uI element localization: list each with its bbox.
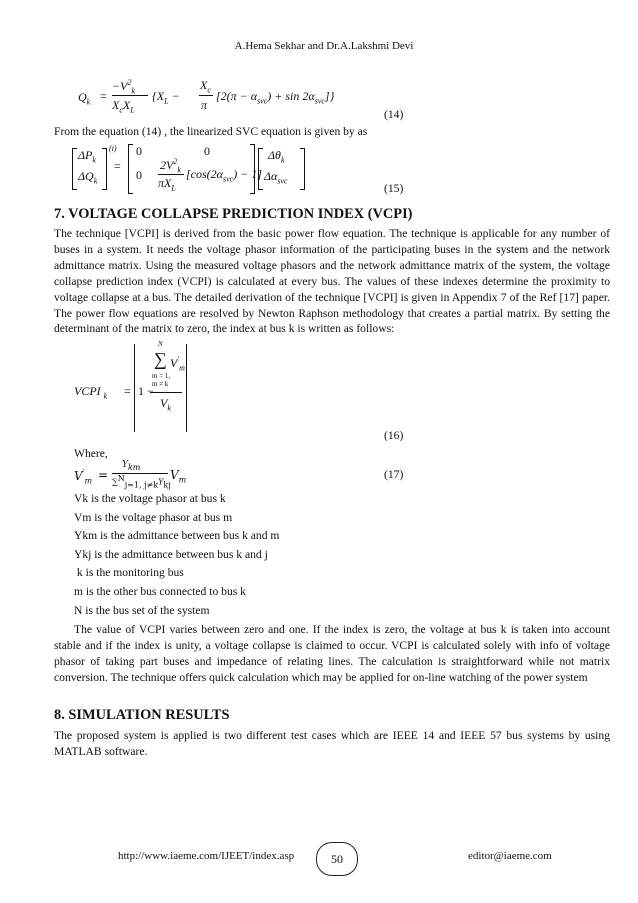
- eq15-m21: 0: [136, 168, 142, 182]
- page-number: 50: [316, 842, 358, 876]
- eq14-fraction-bar: [112, 95, 148, 96]
- section-7-paragraph: The technique [VCPI] is derived from the basic power flow equation. The technique is applicable for any number of buses in a system. It needs the voltage phasor information of the participating buses in the system and the network admittance matrix. Using the measured voltage phasors and the network admittance matrix of the system, the voltage collapse prediction index (VCPI) is calculated at every bus. The values of these indexes determine the proximity to voltage collapse at a bus. The detailed derivation of the technique [VCPI] is given in Appendix 7 of the Ref [17] paper. The power flow equations are resolved by Newton Raphson methodology that creates a partial matrix. By setting the determinant of the matrix to zero, the index at bus k is written as follows:: [54, 227, 610, 336]
- eq14-body: {X: [152, 89, 165, 103]
- eq16-number: (16): [384, 429, 404, 442]
- eq14-svc1: svc: [257, 96, 268, 106]
- eq14-close: ]}: [324, 89, 335, 103]
- definition-item: Ykj is the admittance between bus k and j: [74, 547, 268, 561]
- eq16-abs-left: [134, 344, 135, 432]
- section-7-heading: 7. VOLTAGE COLLAPSE PREDICTION INDEX (VCPI): [54, 206, 413, 222]
- eq14-lhs-sub: k: [86, 97, 91, 107]
- eq14-fraction-bar-2: [199, 95, 213, 96]
- eq16-abs-right: [186, 344, 187, 432]
- eq16-vm-sup: ': [177, 355, 180, 364]
- eq16-sum-bot2: m ≠ k: [152, 380, 169, 388]
- eq15-sup-i: (i): [109, 144, 117, 153]
- eq15-m22-num-sub: k: [177, 165, 181, 175]
- eq15-m11: 0: [136, 144, 142, 158]
- eq14-minus: −: [171, 89, 180, 103]
- eq16-equals: =: [124, 384, 131, 398]
- definition-item: m is the other bus connected to bus k: [74, 584, 246, 598]
- eq15-left-bracket-1: [72, 148, 77, 190]
- vcpi-explanation-paragraph: The value of VCPI varies between zero and one. If the index is zero, the voltage at bus k is taken into account stable and if the index is unity, a voltage collapse is claimed to occur. VCPI is calculated solely with info of voltage phasor of taking part buses and impedance of relating lines. The calculation is straightforward while not matrix conversion. The technique offers quick calculation which may be applied for on-line watching of the power system: [54, 623, 610, 684]
- eq15-dq-sub: k: [93, 176, 98, 186]
- footer-email: editor@iaeme.com: [468, 850, 552, 862]
- eq17-tail-sub: m: [178, 475, 187, 485]
- eq17-den-top: N: [117, 474, 125, 483]
- eq17-den-y-sub: kj: [163, 480, 171, 490]
- definition-item: N is the bus set of the system: [74, 603, 210, 617]
- eq14-den-sub2: L: [130, 105, 135, 115]
- eq15-m12: 0: [204, 144, 210, 158]
- eq15-m22-num: 2V: [160, 158, 174, 172]
- eq16-sum-top: N: [158, 340, 163, 348]
- eq15-m22-close: ) − 1]: [233, 167, 262, 181]
- definition-item: Vk is the voltage phasor at bus k: [74, 492, 226, 505]
- eq17-equals: =: [98, 468, 109, 482]
- eq15-dtheta: Δθ: [268, 148, 281, 162]
- eq17-number: (17): [384, 468, 404, 481]
- eq14-den-sub1: c: [119, 105, 123, 115]
- eq14-num: V: [120, 79, 128, 93]
- equation-14: [78, 78, 408, 118]
- eq15-left-bracket-2: [128, 144, 133, 194]
- equation-17: [74, 462, 274, 492]
- eq16-fraction-bar: [150, 392, 182, 393]
- eq16-vm: V: [170, 356, 178, 370]
- eq14-bracket-expr: [2(π − α: [216, 89, 258, 103]
- eq17-lhs: V: [74, 469, 83, 483]
- equation-16: [74, 340, 274, 436]
- eq16-lhs-sub: k: [103, 391, 108, 401]
- eq14-frac-num-sub: c: [207, 85, 211, 95]
- eq17-den-y: Y: [158, 477, 164, 487]
- eq17-num: Y: [122, 460, 128, 470]
- eq16-vk-sub: k: [167, 403, 171, 413]
- where-label: Where,: [74, 447, 108, 460]
- eq15-dalpha-sub: svc: [277, 176, 288, 186]
- eq15-m22-svc: svc: [222, 174, 234, 184]
- eq14-body-sub: L: [164, 96, 169, 106]
- eq14-equals: =: [100, 89, 107, 103]
- eq16-vm-sub: m: [179, 363, 185, 373]
- eq17-lhs-sup: ′: [82, 468, 85, 477]
- eq15-left-bracket-3: [258, 148, 263, 190]
- eq15-number: (15): [384, 182, 404, 195]
- eq17-num-sub: km: [127, 462, 141, 472]
- footer-url: http://www.iaeme.com/IJEET/index.asp: [118, 850, 295, 862]
- eq15-m22-num-sup: 2: [173, 157, 178, 166]
- eq15-right-bracket-1: [102, 148, 107, 190]
- eq17-den-range: j=1, j≠k: [124, 480, 159, 490]
- eq17-lhs-sub: m: [84, 476, 93, 486]
- eq15-m22-tail: [cos(2α: [186, 167, 223, 181]
- eq14-plus: ) + sin 2α: [267, 89, 315, 103]
- eq14-num-sign: −: [112, 79, 121, 93]
- eq14-frac-den: π: [201, 98, 208, 112]
- equation-15: [72, 144, 332, 196]
- eq14-num-sup: 2: [127, 78, 132, 87]
- eq15-m22-den: πX: [158, 176, 172, 190]
- definition-item: Vm is the voltage phasor at bus m: [74, 510, 233, 524]
- eq16-sum: ∑: [154, 349, 167, 369]
- eq14-svc2: svc: [314, 96, 325, 106]
- definitions-list: [74, 490, 279, 620]
- eq16-lhs: VCPI: [74, 384, 101, 398]
- eq15-dp-sub: k: [92, 155, 96, 165]
- section-8-heading: 8. SIMULATION RESULTS: [54, 707, 230, 723]
- eq15-m22-den-sub: L: [171, 183, 176, 193]
- eq16-minus: −: [147, 384, 154, 398]
- definition-item: Ykm is the admittance between bus k and m: [74, 529, 280, 543]
- eq15-dq: ΔQ: [78, 169, 94, 183]
- eq15-dp: ΔP: [78, 148, 93, 162]
- eq14-frac-num: X: [200, 78, 208, 92]
- running-header: A.Hema Sekhar and Dr.A.Lakshmi Devi: [234, 40, 414, 52]
- paragraph-linearized: From the equation (14) , the linearized SVC equation is given by as: [54, 125, 368, 138]
- definition-item: k is the monitoring bus: [74, 566, 184, 580]
- eq16-vk: V: [160, 396, 168, 410]
- eq14-lhs: Q: [78, 90, 87, 104]
- eq15-right-bracket-3: [300, 148, 305, 190]
- eq16-one: 1: [138, 384, 144, 398]
- eq14-den: X: [112, 98, 120, 112]
- eq15-equals: =: [114, 159, 121, 173]
- eq14-den2: X: [122, 98, 131, 112]
- eq15-dtheta-sub: k: [280, 155, 285, 165]
- eq16-sum-bot1: m = 1,: [152, 372, 171, 380]
- section-8-paragraph: The proposed system is applied is two different test cases which are IEEE 14 and IEEE 57 bus systems by using MATLAB software.: [54, 729, 610, 758]
- eq15-dalpha: Δα: [264, 169, 278, 183]
- eq17-den-sum: ∑: [112, 477, 118, 487]
- eq14-number: (14): [384, 108, 404, 121]
- eq15-fraction-bar: [158, 174, 184, 175]
- eq14-num-sub: k: [131, 86, 136, 96]
- eq17-tail: V: [170, 468, 179, 482]
